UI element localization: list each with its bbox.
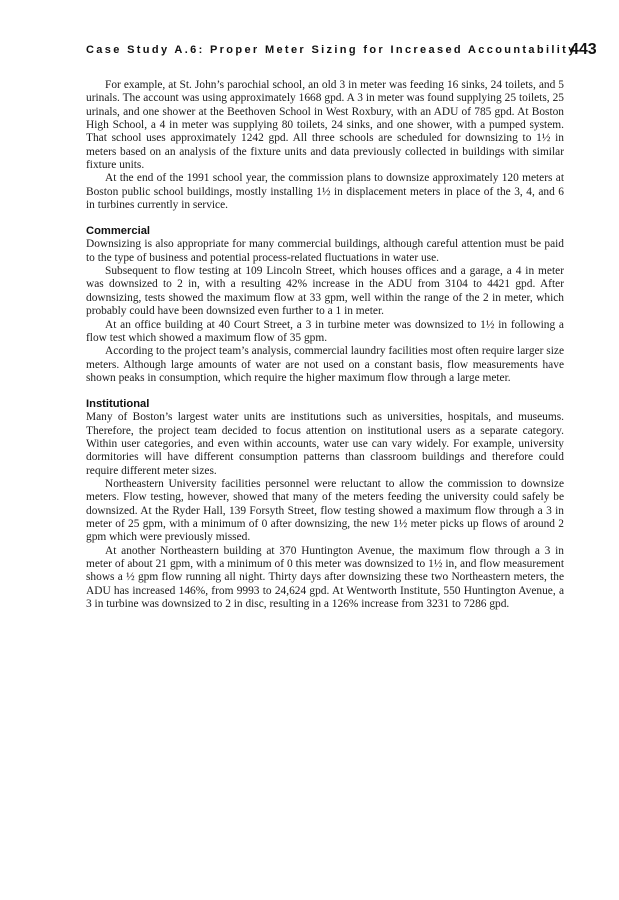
paragraph-northeastern-ryder-hall: Northeastern University facilities personnel were reluctant to allow the commission to downsize meters. Flow testing, however, showed that many of the meters feeding the university could safely be downsized. At the Ryder Hall, 139 Forsyth Street, flow testing showed a maximum flow through a 3 in meter of 25 gpm, with a minimum of 0 after downsizing, the new 1½ meter picks up flows of around 2 gpm which were previously missed.: [86, 477, 564, 544]
paragraph-st-johns-example: For example, at St. John’s parochial school, an old 3 in meter was feeding 16 sinks, 24 toilets, and 5 urinals. The account was using approximately 1668 gpd. A 3 in meter was found supplying 25 toilets, 25 urinals, and one shower at the Beethoven School in West Roxbury, with an ADU of 785 gpd. At Boston High School, a 4 in meter was supplying 80 toilets, 24 sinks, and one shower, with a pumped system. That school uses approximately 1242 gpd. All three schools are scheduled for downsizing to 1½ in meters based on an analysis of the fixture units and data previously collected in buildings with similar fixture units.: [86, 79, 564, 172]
body-text: [86, 79, 564, 611]
running-head-title: Case Study A.6: Proper Meter Sizing for Increased Accountability: [86, 44, 577, 56]
page-number: 443: [570, 41, 597, 58]
paragraph-school-year-plan: At the end of the 1991 school year, the commission plans to downsize approximately 120 meters at Boston public school buildings, mostly installing 1½ in displacement meters in place of the 3, 4, and 6 in turbines currently in service.: [86, 172, 564, 212]
section-heading-commercial: Commercial: [86, 225, 151, 238]
paragraph-laundry-facilities: According to the project team’s analysis, commercial laundry facilities most often require larger size meters. Although large amounts of water are not used on a constant basis, flow measurements have shown peaks in consumption, which require the higher maximum flow through a large meter.: [86, 345, 564, 384]
paragraph-court-street: At an office building at 40 Court Street, a 3 in turbine meter was downsized to 1½ in following a flow test which showed a maximum flow of 35 gpm.: [86, 318, 564, 344]
paragraph-lincoln-street: Subsequent to flow testing at 109 Lincoln Street, which houses offices and a garage, a 4 in meter was downsized to 2 in, with a resulting 42% increase in the ADU from 3104 to 4421 gpd. After downsizing, tests showed the maximum flow at 33 gpm, well within the range of the 2 in meter, which probably could have been downsized even further to a 1 in meter.: [86, 265, 564, 318]
paragraph-huntington-avenue: At another Northeastern building at 370 Huntington Avenue, the maximum flow through a 3 in meter of about 21 gpm, with a minimum of 0 this meter was downsized to 1½ in, and flow measurement shows a ½ gpm flow running all night. Thirty days after downsizing these two Northeastern meters, the ADU has increased 146%, from 9993 to 24,624 gpd. At Wentworth Institute, 550 Huntington Avenue, a 3 in turbine was downsized to 2 in disc, resulting in a 126% increase from 3231 to 7286 gpd.: [86, 544, 564, 611]
section-heading-institutional: Institutional: [86, 398, 150, 411]
paragraph-commercial-intro: Downsizing is also appropriate for many commercial buildings, although careful attention must be paid to the type of business and potential process-related fluctuations in water use.: [86, 238, 564, 264]
paragraph-institutional-intro: Many of Boston’s largest water units are institutions such as universities, hospitals, and museums. Therefore, the project team decided to focus attention on institutional users as a separate category. Within user categories, and even within accounts, water use can vary widely. For example, university dormitories will have different consumption patterns than classroom buildings and therefore could require different meter sizes.: [86, 411, 564, 477]
